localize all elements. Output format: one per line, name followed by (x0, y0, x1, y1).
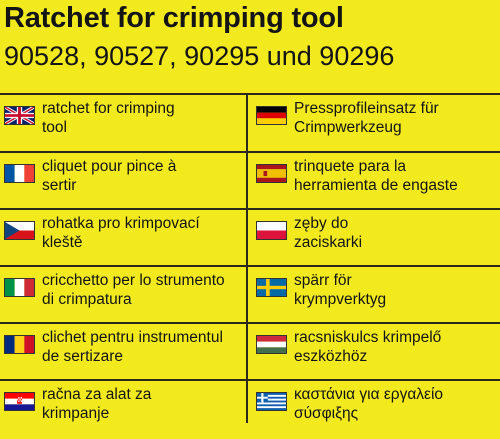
translation-it (4, 267, 242, 325)
romania-flag-icon (4, 335, 35, 354)
croatia-flag-icon (4, 392, 35, 411)
translation-text: cricchetto per lo strumento di crimpatura (42, 272, 225, 308)
france-flag-icon (4, 164, 35, 183)
translation-text: spärr för krympverktyg (294, 272, 387, 308)
poland-flag-icon (256, 221, 287, 240)
translation-text: račna za alat za krimpanje (42, 386, 152, 422)
translation-cs (4, 210, 242, 268)
translation-text: καστάνια για εργαλείο σύσφιξης (294, 386, 444, 422)
translation-es (256, 153, 500, 211)
label-title: Ratchet for crimping tool (4, 2, 344, 34)
czech-flag-icon (4, 221, 35, 240)
translation-text: zęby do zaciskarki (294, 215, 363, 251)
translation-sv (256, 267, 500, 325)
greece-flag-icon (256, 392, 287, 411)
translation-en (4, 95, 242, 153)
translation-text: racsniskulcs krimpelő eszközhöz (294, 329, 442, 365)
translation-hu (256, 324, 500, 382)
column-divider (246, 95, 248, 423)
translation-el (256, 381, 500, 439)
translation-text: Pressprofileinsatz für Crimpwerkzeug (294, 100, 439, 136)
translation-text: clichet pentru instrumentul de sertizare (42, 329, 223, 365)
translation-de (256, 95, 500, 153)
label-part-numbers: 90528, 90527, 90295 und 90296 (4, 41, 395, 71)
translation-hr (4, 381, 242, 439)
translation-fr (4, 153, 242, 211)
translation-text: rohatka pro krimpovací kleště (42, 215, 200, 251)
uk-flag-icon (4, 106, 35, 125)
sweden-flag-icon (256, 278, 287, 297)
translation-text: cliquet pour pince à sertir (42, 158, 177, 194)
germany-flag-icon (256, 106, 287, 125)
spain-flag-icon (256, 164, 287, 183)
translation-text: ratchet for crimping tool (42, 100, 175, 136)
translation-text: trinquete para la herramienta de engaste (294, 158, 458, 194)
hungary-flag-icon (256, 335, 287, 354)
italy-flag-icon (4, 278, 35, 297)
translation-pl (256, 210, 500, 268)
translation-ro (4, 324, 242, 382)
